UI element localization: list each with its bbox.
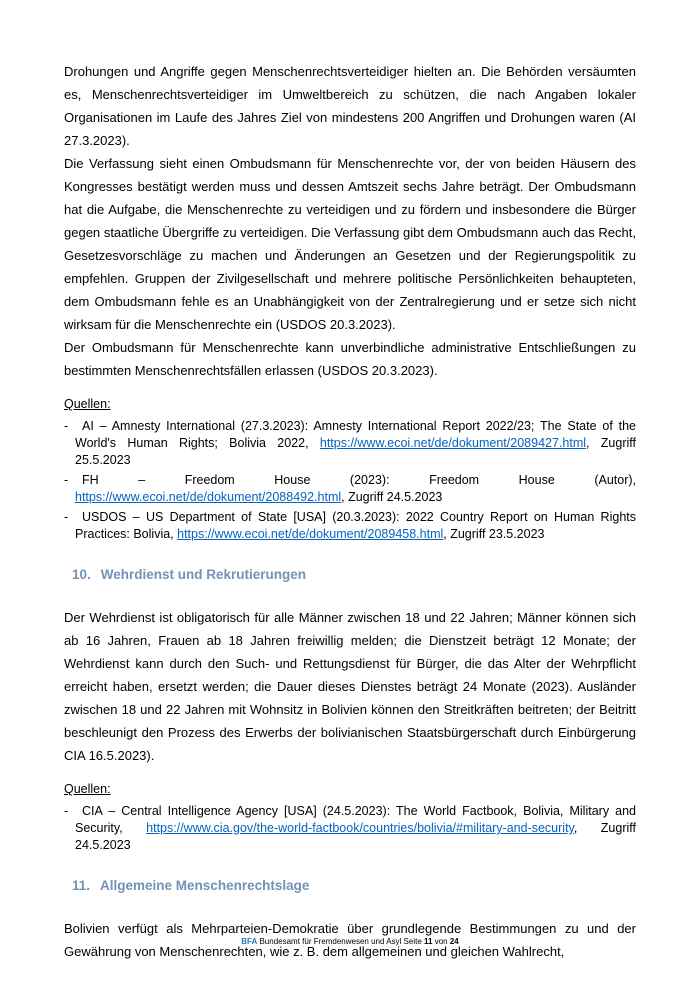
sources-list bbox=[64, 418, 636, 543]
paragraph-ombudsman: Die Verfassung sieht einen Ombudsmann für Menschenrechte vor, der von beiden Häusern des Kongresses bestätigt werden muss und dessen Amtszeit sechs Jahre beträgt. Der Ombudsmann hat die Aufgabe, die Menschenrechte zu verteidigen und zu fördern und insbesondere die Bürger gegen staatliche Übergriffe zu verteidigen. Die Verfassung gibt dem Ombudsmann auch das Recht, Gesetzesvorschläge zu machen und Änderungen an Gesetzen und der Regierungspolitik zu empfehlen. Gruppen der Zivilgesellschaft und mehrere politische Persönlichkeiten behaupteten, dem Ombudsmann fehle es an Unabhängigkeit von der Zentralregierung und er setze sich nicht wirksam für die Menschenrechte ein (USDOS 20.3.2023). bbox=[64, 156, 636, 332]
source-item-usdos bbox=[64, 509, 636, 543]
section-heading-11 bbox=[64, 878, 636, 893]
source-item-ai bbox=[64, 418, 636, 469]
list-dash: - bbox=[64, 510, 69, 524]
footer-page-number: 11 bbox=[424, 937, 433, 946]
source-text: , Zugriff 24.5.2023 bbox=[341, 490, 443, 504]
source-text: FH – Freedom House (2023): Freedom House (Autor), bbox=[82, 473, 636, 487]
paragraph-military-service: Der Wehrdienst ist obligatorisch für alle Männer zwischen 18 und 22 Jahren; Männer können sich ab 16 Jahren, Frauen ab 18 Jahren freiwillig melden; die Dienstzeit beträgt 12 Monate; der Wehrdienst kann durch den Such- und Rettungsdienst für Bürger, die das Alter der Wehrpflicht erreicht haben, ersetzt werden; die Dauer dieses Dienstes beträgt 24 Monate (2023). Ausländer zwischen 18 und 22 Jahren mit Wohnsitz in Bolivien können den Streitkräften beitreten; der Beitritt beschleunigt den Prozess des Erwerbs der bolivianischen Staatsbürgerschaft durch Einbürgerung CIA 16.5.2023). bbox=[64, 610, 636, 763]
footer-page-label: Seite bbox=[403, 937, 422, 946]
source-item-cia bbox=[64, 803, 636, 854]
footer-brand: BFA bbox=[241, 937, 258, 946]
section-number: 10. bbox=[72, 567, 91, 582]
paragraph-human-rights: Bolivien verfügt als Mehrparteien-Demokratie über grundlegende Bestimmungen zu und der Gewährung von Menschenrechten, wie z. B. dem allgemeinen und gleichen Wahlrecht, bbox=[64, 921, 636, 959]
footer-of-label: von bbox=[434, 937, 448, 946]
page-footer bbox=[0, 937, 700, 946]
source-link[interactable]: https://www.ecoi.net/de/dokument/2089427.html bbox=[319, 436, 587, 450]
section-title: Allgemeine Menschenrechtslage bbox=[100, 878, 310, 893]
paragraph-ombudsman-resolutions: Der Ombudsmann für Menschenrechte kann unverbindliche administrative Entschließungen zu bestimmten Menschenrechtsfällen erlassen (USDOS 20.3.2023). bbox=[64, 340, 636, 378]
section-number: 11. bbox=[72, 878, 91, 893]
source-link[interactable]: https://www.ecoi.net/de/dokument/2089458.html bbox=[177, 527, 444, 541]
source-text: AI – Amnesty International (27.3.2023): Amnesty International Report 2022/23; The State of the World's Human Rights; Bolivia 2022, bbox=[75, 419, 636, 450]
source-text: , Zugriff 24.5.2023 bbox=[75, 821, 636, 852]
footer-org-name: Bundesamt für Fremdenwesen und Asyl bbox=[259, 937, 402, 946]
sources-label: Quellen: bbox=[64, 782, 111, 796]
section-title: Wehrdienst und Rekrutierungen bbox=[100, 567, 307, 582]
list-dash: - bbox=[64, 804, 69, 818]
sources-list bbox=[64, 803, 636, 854]
source-item-fh bbox=[64, 472, 636, 506]
source-link[interactable]: https://www.cia.gov/the-world-factbook/countries/bolivia/#military-and-security bbox=[146, 821, 574, 835]
list-dash: - bbox=[64, 473, 69, 487]
sources-label: Quellen: bbox=[64, 397, 111, 411]
source-text: USDOS – US Department of State [USA] (20.3.2023): 2022 Country Report on Human Rights Practices: Bolivia, bbox=[75, 510, 636, 541]
source-text: CIA – Central Intelligence Agency [USA] (24.5.2023): The World Factbook, Bolivia, Military and Security, bbox=[75, 804, 636, 835]
paragraph-threats: Drohungen und Angriffe gegen Menschenrechtsverteidiger hielten an. Die Behörden versäumten es, Menschenrechtsverteidiger im Umweltbereich zu schützen, die nach Angaben lokaler Organisationen im Laufe des Jahres Ziel von mindestens 200 Angriffen und Drohungen waren (AI 27.3.2023). bbox=[64, 64, 636, 148]
section-heading-10 bbox=[64, 567, 636, 582]
source-text: , Zugriff 25.5.2023 bbox=[75, 436, 636, 467]
source-link[interactable]: https://www.ecoi.net/de/dokument/2088492.html bbox=[75, 490, 342, 504]
list-dash: - bbox=[64, 419, 69, 433]
footer-page-total: 24 bbox=[449, 937, 459, 946]
source-text: , Zugriff 23.5.2023 bbox=[443, 527, 545, 541]
